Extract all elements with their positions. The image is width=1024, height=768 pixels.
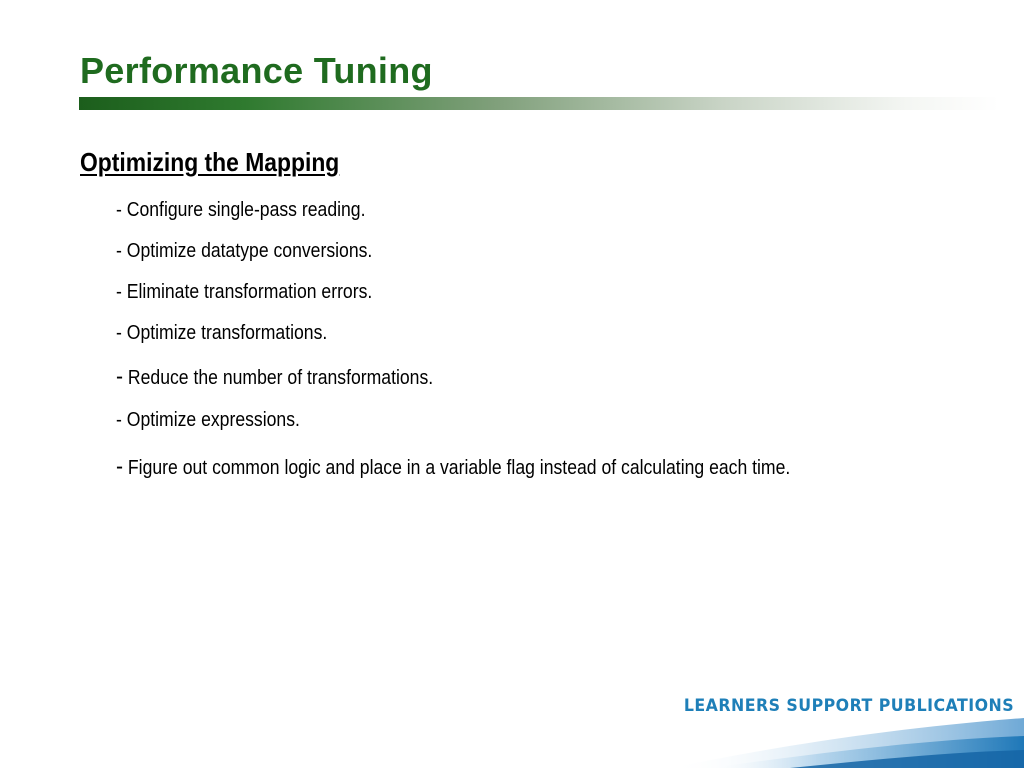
bullet-dash: - [116,199,122,221]
bullet-text: Optimize expressions. [121,409,300,431]
bullet-item [116,281,372,304]
bullet-text: Optimize datatype conversions. [121,240,373,262]
bullet-dash: - [116,240,122,262]
bullet-dash: - [116,363,124,390]
bullet-item [116,240,372,263]
logo-swoosh-graphic [670,680,1024,768]
bullet-text: Figure out common logic and place in a variable flag instead of calculating each time. [123,457,791,479]
bullet-item [116,363,433,391]
slide-title: Performance Tuning [80,50,433,91]
bullet-text: Eliminate transformation errors. [121,281,373,303]
bullet-text: Configure single-pass reading. [121,199,366,221]
logo-wordmark: LEARNERS SUPPORT PUBLICATIONS [683,696,1014,716]
bullet-text: Reduce the number of transformations. [123,367,434,389]
section-heading: Optimizing the Mapping [80,147,340,177]
bullet-dash: - [116,409,122,431]
bullet-dash: - [116,281,122,303]
bullet-dash: - [116,322,122,344]
bullet-item [116,322,327,345]
title-underline-bar [79,97,999,110]
bullet-item [116,453,790,481]
bullet-item [116,409,300,432]
bullet-dash: - [116,453,124,480]
bullet-text: Optimize transformations. [121,322,328,344]
publisher-logo [670,680,1024,768]
bullet-item [116,199,365,222]
